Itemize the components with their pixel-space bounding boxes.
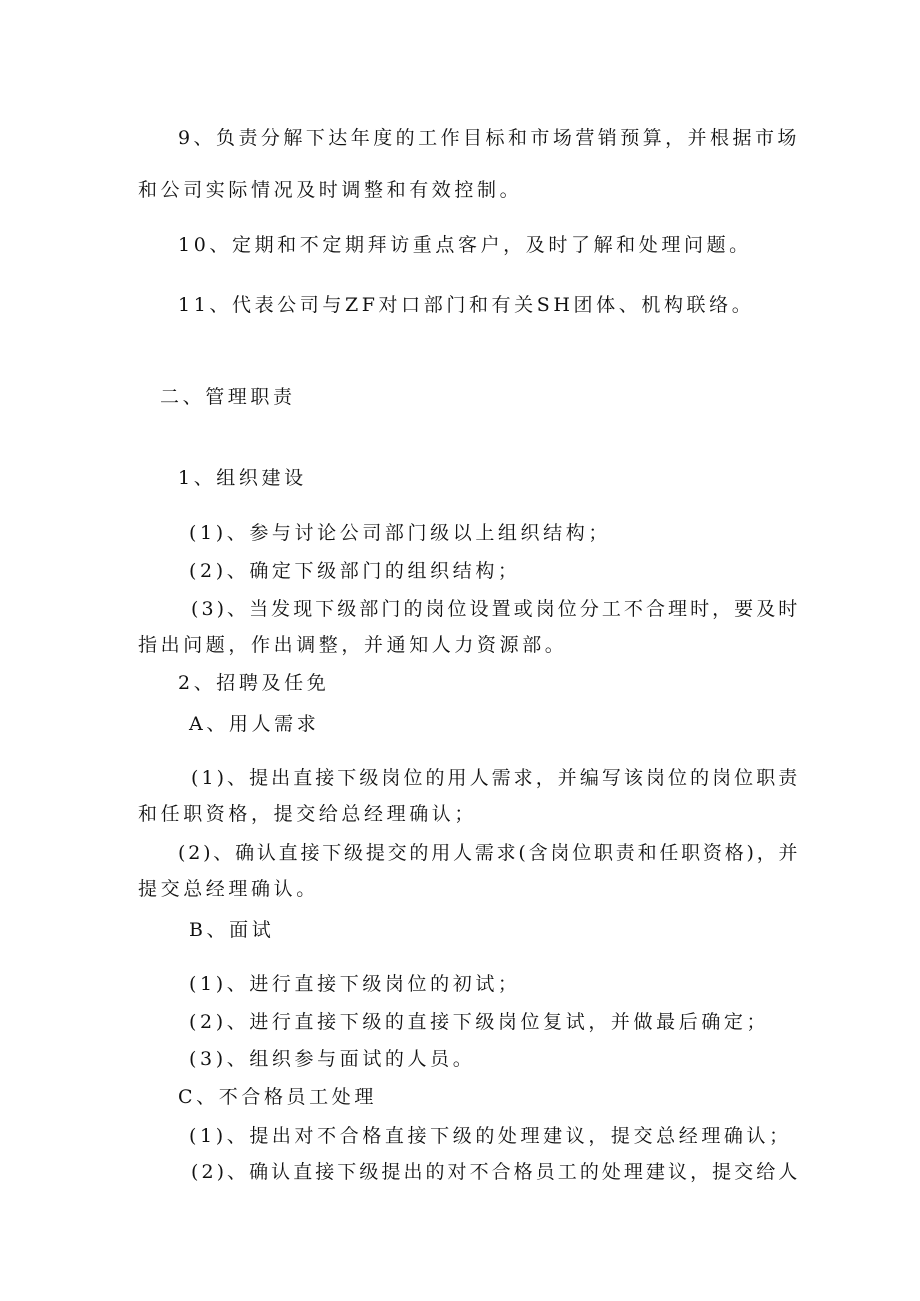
org-item-3-line-1: (3)、当发现下级部门的岗位设置或岗位分工不合理时，要及时 [191, 598, 801, 620]
paragraph-item-9-line-1: 9、负责分解下达年度的工作目标和市场营销预算，并根据市场 [178, 127, 800, 149]
paragraph-item-11: 11、代表公司与ZF对口部门和有关SH团体、机构联络。 [178, 294, 755, 316]
demand-item-1-line-2: 和任职资格，提交给总经理确认； [138, 803, 478, 825]
section-heading-management: 二、管理职责 [160, 386, 296, 408]
subheading-interview: B、面试 [189, 919, 275, 941]
unqualified-item-1: (1)、提出对不合格直接下级的处理建议，提交总经理确认； [189, 1125, 792, 1147]
subheading-unqualified-staff: C、不合格员工处理 [178, 1086, 377, 1108]
unqualified-item-2: (2)、确认直接下级提出的对不合格员工的处理建议，提交给人 [191, 1161, 801, 1183]
interview-item-2: (2)、进行直接下级的直接下级岗位复试，并做最后确定； [189, 1011, 770, 1033]
org-item-2: (2)、确定下级部门的组织结构； [189, 560, 521, 582]
demand-item-2-line-1: (2)、确认直接下级提交的用人需求(含岗位职责和任职资格)，并 [178, 842, 801, 864]
paragraph-item-10: 10、定期和不定期拜访重点客户，及时了解和处理问题。 [178, 234, 752, 256]
demand-item-2-line-2: 提交总经理确认。 [138, 878, 319, 900]
org-item-3-line-2: 指出问题，作出调整，并通知人力资源部。 [138, 634, 568, 656]
paragraph-item-9-line-2: 和公司实际情况及时调整和有效控制。 [138, 179, 523, 201]
subheading-staffing-demand: A、用人需求 [189, 713, 320, 735]
demand-item-1-line-1: (1)、提出直接下级岗位的用人需求，并编写该岗位的岗位职责 [191, 767, 801, 789]
subheading-recruitment: 2、招聘及任免 [178, 672, 330, 694]
org-item-1: (1)、参与讨论公司部门级以上组织结构； [189, 522, 611, 544]
interview-item-3: (3)、组织参与面试的人员。 [189, 1048, 476, 1070]
interview-item-1: (1)、进行直接下级岗位的初试； [189, 973, 521, 995]
subheading-organization: 1、组织建设 [178, 467, 307, 489]
